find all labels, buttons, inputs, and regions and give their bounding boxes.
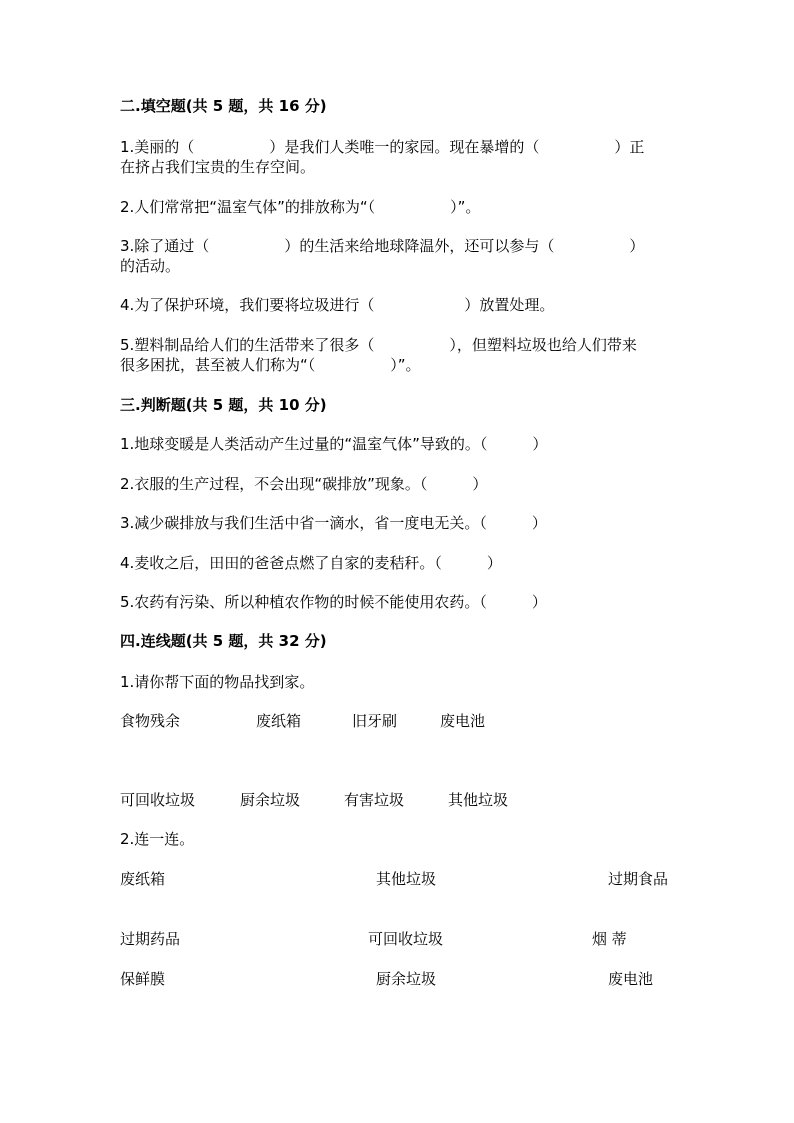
match-cell: 废电池 bbox=[608, 970, 654, 988]
match-cell: 厨余垃圾 bbox=[376, 970, 437, 988]
match-bin: 其他垃圾 bbox=[448, 791, 509, 809]
section-heading-matching: 四.连线题(共 5 题，共 32 分) bbox=[120, 632, 327, 650]
match-item: 废纸箱 bbox=[256, 712, 302, 730]
question-text: 1.地球变暖是人类活动产生过量的“温室气体”导致的。（ ） bbox=[120, 435, 548, 453]
match-item: 旧牙刷 bbox=[352, 712, 398, 730]
question-text: 4.麦收之后，田田的爸爸点燃了自家的麦秸秆。（ ） bbox=[120, 554, 502, 572]
question-text: 2.连一连。 bbox=[120, 830, 195, 848]
match-cell: 烟 蒂 bbox=[592, 930, 627, 948]
match-cell: 过期食品 bbox=[608, 870, 669, 888]
match-item: 废电池 bbox=[440, 712, 486, 730]
match-cell: 其他垃圾 bbox=[376, 870, 437, 888]
match-item: 食物残余 bbox=[120, 712, 181, 730]
question-text: 的活动。 bbox=[120, 257, 181, 275]
section-heading-fill-in: 二.填空题(共 5 题，共 16 分) bbox=[120, 97, 327, 115]
question-text: 在挤占我们宝贵的生存空间。 bbox=[120, 158, 316, 176]
section-heading-true-false: 三.判断题(共 5 题，共 10 分) bbox=[120, 396, 327, 414]
question-text: 4.为了保护环境，我们要将垃圾进行（ ）放置处理。 bbox=[120, 296, 555, 314]
question-text: 3.除了通过（ ）的生活来给地球降温外，还可以参与（ ） bbox=[120, 237, 645, 255]
match-cell: 可回收垃圾 bbox=[368, 930, 444, 948]
question-text: 2.人们常常把“温室气体”的排放称为“（ ）”。 bbox=[120, 198, 481, 216]
question-text: 5.农药有污染、所以种植农作物的时候不能使用农药。（ ） bbox=[120, 593, 547, 611]
question-text: 5.塑料制品给人们的生活带来了很多（ ），但塑料垃圾也给人们带来 bbox=[120, 336, 637, 354]
match-cell: 过期药品 bbox=[120, 930, 181, 948]
question-text: 2.衣服的生产过程，不会出现“碳排放”现象。（ ） bbox=[120, 475, 488, 493]
match-bin: 厨余垃圾 bbox=[240, 791, 301, 809]
match-cell: 废纸箱 bbox=[120, 870, 166, 888]
question-text: 很多困扰，甚至被人们称为“（ ）”。 bbox=[120, 356, 421, 374]
match-cell: 保鲜膜 bbox=[120, 970, 166, 988]
match-bin: 可回收垃圾 bbox=[120, 791, 196, 809]
question-text: 3.减少碳排放与我们生活中省一滴水，省一度电无关。（ ） bbox=[120, 514, 547, 532]
question-text: 1.请你帮下面的物品找到家。 bbox=[120, 673, 315, 691]
question-text: 1.美丽的（ ）是我们人类唯一的家园。现在暴增的（ ）正 bbox=[120, 138, 645, 156]
match-bin: 有害垃圾 bbox=[344, 791, 405, 809]
